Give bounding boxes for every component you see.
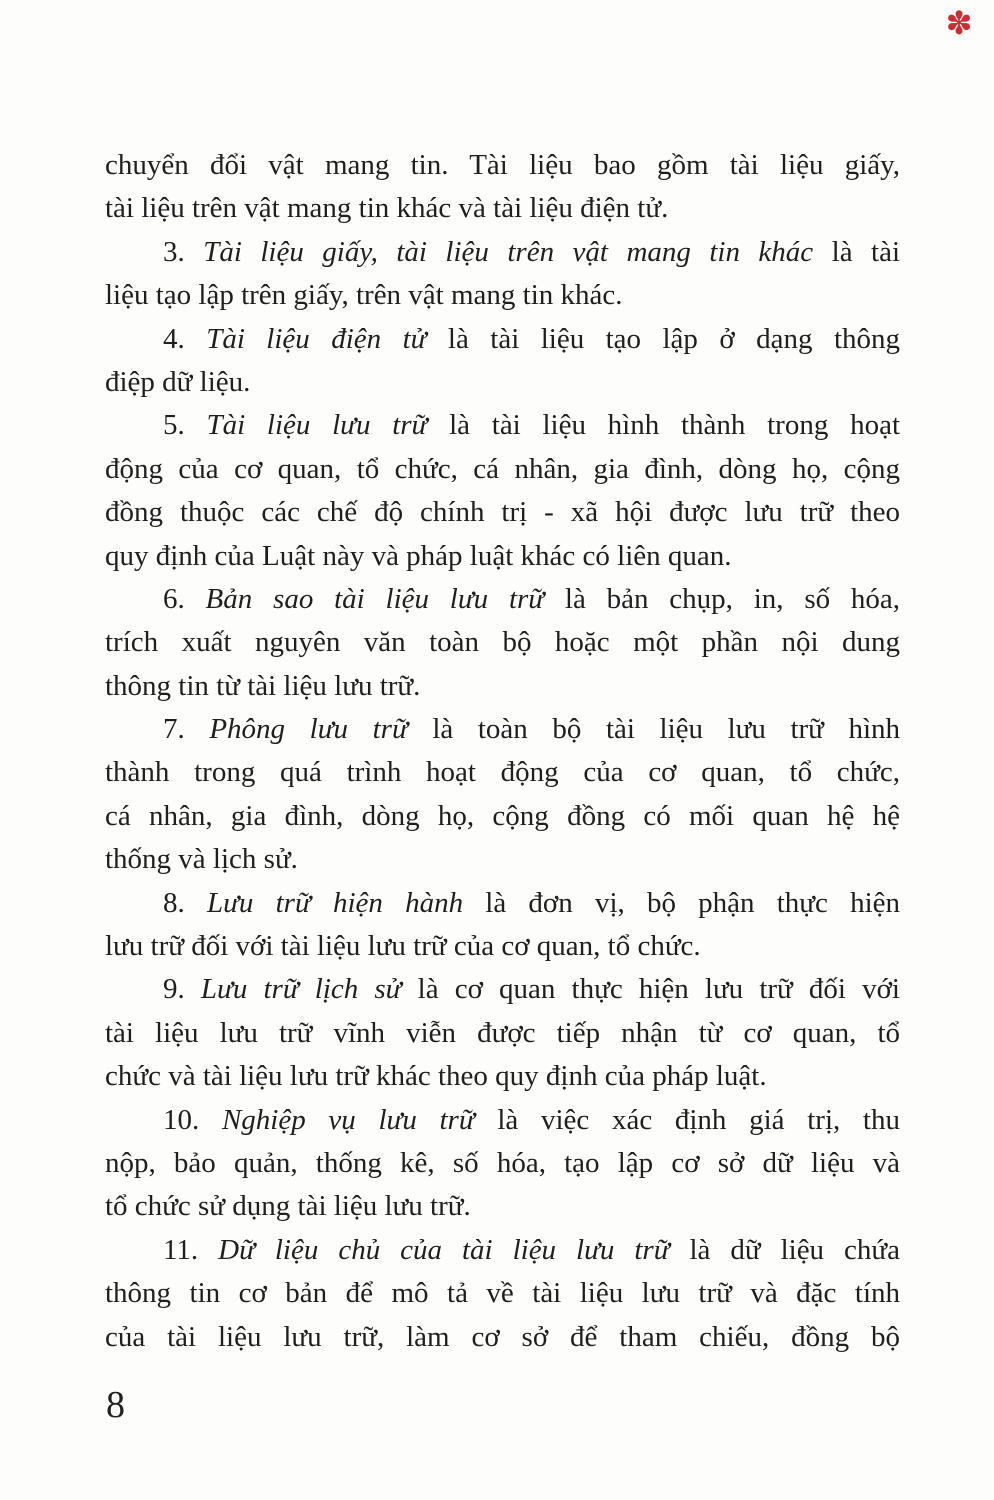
text-run: 10.	[163, 1103, 222, 1136]
text-run: 3.	[163, 235, 204, 268]
text-run: 7.	[163, 713, 210, 746]
text-run: tài liệu trên vật mang tin khác và tài liệu điện tử.	[105, 192, 669, 225]
text-line	[105, 1142, 900, 1185]
text-line	[105, 535, 900, 578]
text-run: là việc xác định giá trị, thu	[474, 1103, 900, 1136]
text-line	[105, 318, 900, 361]
defined-term: Lưu trữ lịch sử	[200, 973, 402, 1006]
text-line	[105, 1316, 900, 1359]
text-run: là toàn bộ tài liệu lưu trữ hình	[407, 713, 900, 746]
text-run: là tài	[813, 235, 900, 268]
text-line	[105, 1185, 900, 1228]
text-run: thống và lịch sử.	[105, 843, 298, 876]
text-run: 9.	[163, 973, 201, 1006]
text-line	[105, 925, 900, 968]
text-run: là dữ liệu chứa	[669, 1233, 900, 1266]
text-run: là tài liệu hình thành trong hoạt	[427, 409, 900, 442]
text-line	[105, 838, 900, 881]
text-run: là đơn vị, bộ phận thực hiện	[463, 886, 900, 919]
text-line	[105, 231, 900, 274]
defined-term: Tài liệu điện tử	[206, 322, 427, 355]
defined-term: Tài liệu lưu trữ	[206, 409, 428, 442]
text-run: thông tin từ tài liệu lưu trữ.	[105, 669, 421, 702]
text-run: là tài liệu tạo lập ở dạng thông	[426, 322, 900, 355]
text-run: 8.	[163, 886, 207, 919]
text-line	[105, 708, 900, 751]
text-line	[105, 882, 900, 925]
text-run: chuyển đổi vật mang tin. Tài liệu bao gồm tài liệu giấy,	[105, 149, 900, 181]
text-line	[105, 404, 900, 447]
text-run: đồng thuộc các chế độ chính trị - xã hội được lưu trữ theo	[105, 496, 900, 529]
text-line	[105, 1055, 900, 1098]
defined-term: Nghiệp vụ lưu trữ	[221, 1103, 475, 1136]
text-run: tổ chức sử dụng tài liệu lưu trữ.	[105, 1190, 471, 1223]
text-line	[105, 1012, 900, 1055]
text-run: điệp dữ liệu.	[105, 365, 251, 398]
body-text-block	[105, 144, 900, 1359]
text-run: thông tin cơ bản để mô tả về tài liệu lưu trữ và đặc tính	[105, 1277, 900, 1310]
text-line	[105, 448, 900, 491]
text-line	[105, 1099, 900, 1142]
text-run: liệu tạo lập trên giấy, trên vật mang tin khác.	[105, 279, 623, 312]
text-line	[105, 795, 900, 838]
text-line	[105, 361, 900, 404]
text-run: là bản chụp, in, số hóa,	[544, 582, 900, 615]
text-line	[105, 274, 900, 317]
defined-term: Dữ liệu chủ của tài liệu lưu trữ	[218, 1233, 670, 1266]
text-line	[105, 968, 900, 1011]
text-line	[105, 751, 900, 794]
text-run: nộp, bảo quản, thống kê, số hóa, tạo lập cơ sở dữ liệu và	[105, 1146, 900, 1179]
defined-term: Lưu trữ hiện hành	[206, 886, 464, 919]
text-line	[105, 621, 900, 664]
text-run: tài liệu lưu trữ vĩnh viễn được tiếp nhận từ cơ quan, tổ	[105, 1016, 900, 1049]
page-number: 8	[106, 1384, 125, 1426]
text-run: 5.	[163, 409, 207, 442]
text-line	[105, 187, 900, 230]
text-run: 4.	[163, 322, 207, 355]
text-run: 11.	[163, 1233, 219, 1266]
text-run: là cơ quan thực hiện lưu trữ đối với	[401, 973, 900, 1006]
text-run: 6.	[163, 582, 206, 615]
text-line	[105, 665, 900, 708]
text-run: của tài liệu lưu trữ, làm cơ sở để tham chiếu, đồng bộ	[105, 1320, 900, 1353]
text-run: lưu trữ đối với tài liệu lưu trữ của cơ quan, tổ chức.	[105, 930, 701, 963]
defined-term: Bản sao tài liệu lưu trữ	[205, 582, 545, 615]
text-run: cá nhân, gia đình, dòng họ, cộng đồng có mối quan hệ hệ	[105, 799, 900, 832]
text-run: quy định của Luật này và pháp luật khác có liên quan.	[105, 539, 732, 572]
text-run: chức và tài liệu lưu trữ khác theo quy định của pháp luật.	[105, 1060, 767, 1093]
text-run: trích xuất nguyên văn toàn bộ hoặc một phần nội dung	[105, 626, 900, 659]
text-line	[105, 491, 900, 534]
text-line	[105, 144, 900, 187]
text-line	[105, 1272, 900, 1315]
text-run: động của cơ quan, tổ chức, cá nhân, gia đình, dòng họ, cộng	[105, 452, 900, 485]
text-line	[105, 578, 900, 621]
defined-term: Phông lưu trữ	[209, 713, 408, 746]
defined-term: Tài liệu giấy, tài liệu trên vật mang tin khác	[203, 235, 814, 268]
text-line	[105, 1229, 900, 1272]
text-run: thành trong quá trình hoạt động của cơ quan, tổ chức,	[105, 756, 900, 789]
flower-ornament-icon: ✽	[945, 4, 973, 42]
